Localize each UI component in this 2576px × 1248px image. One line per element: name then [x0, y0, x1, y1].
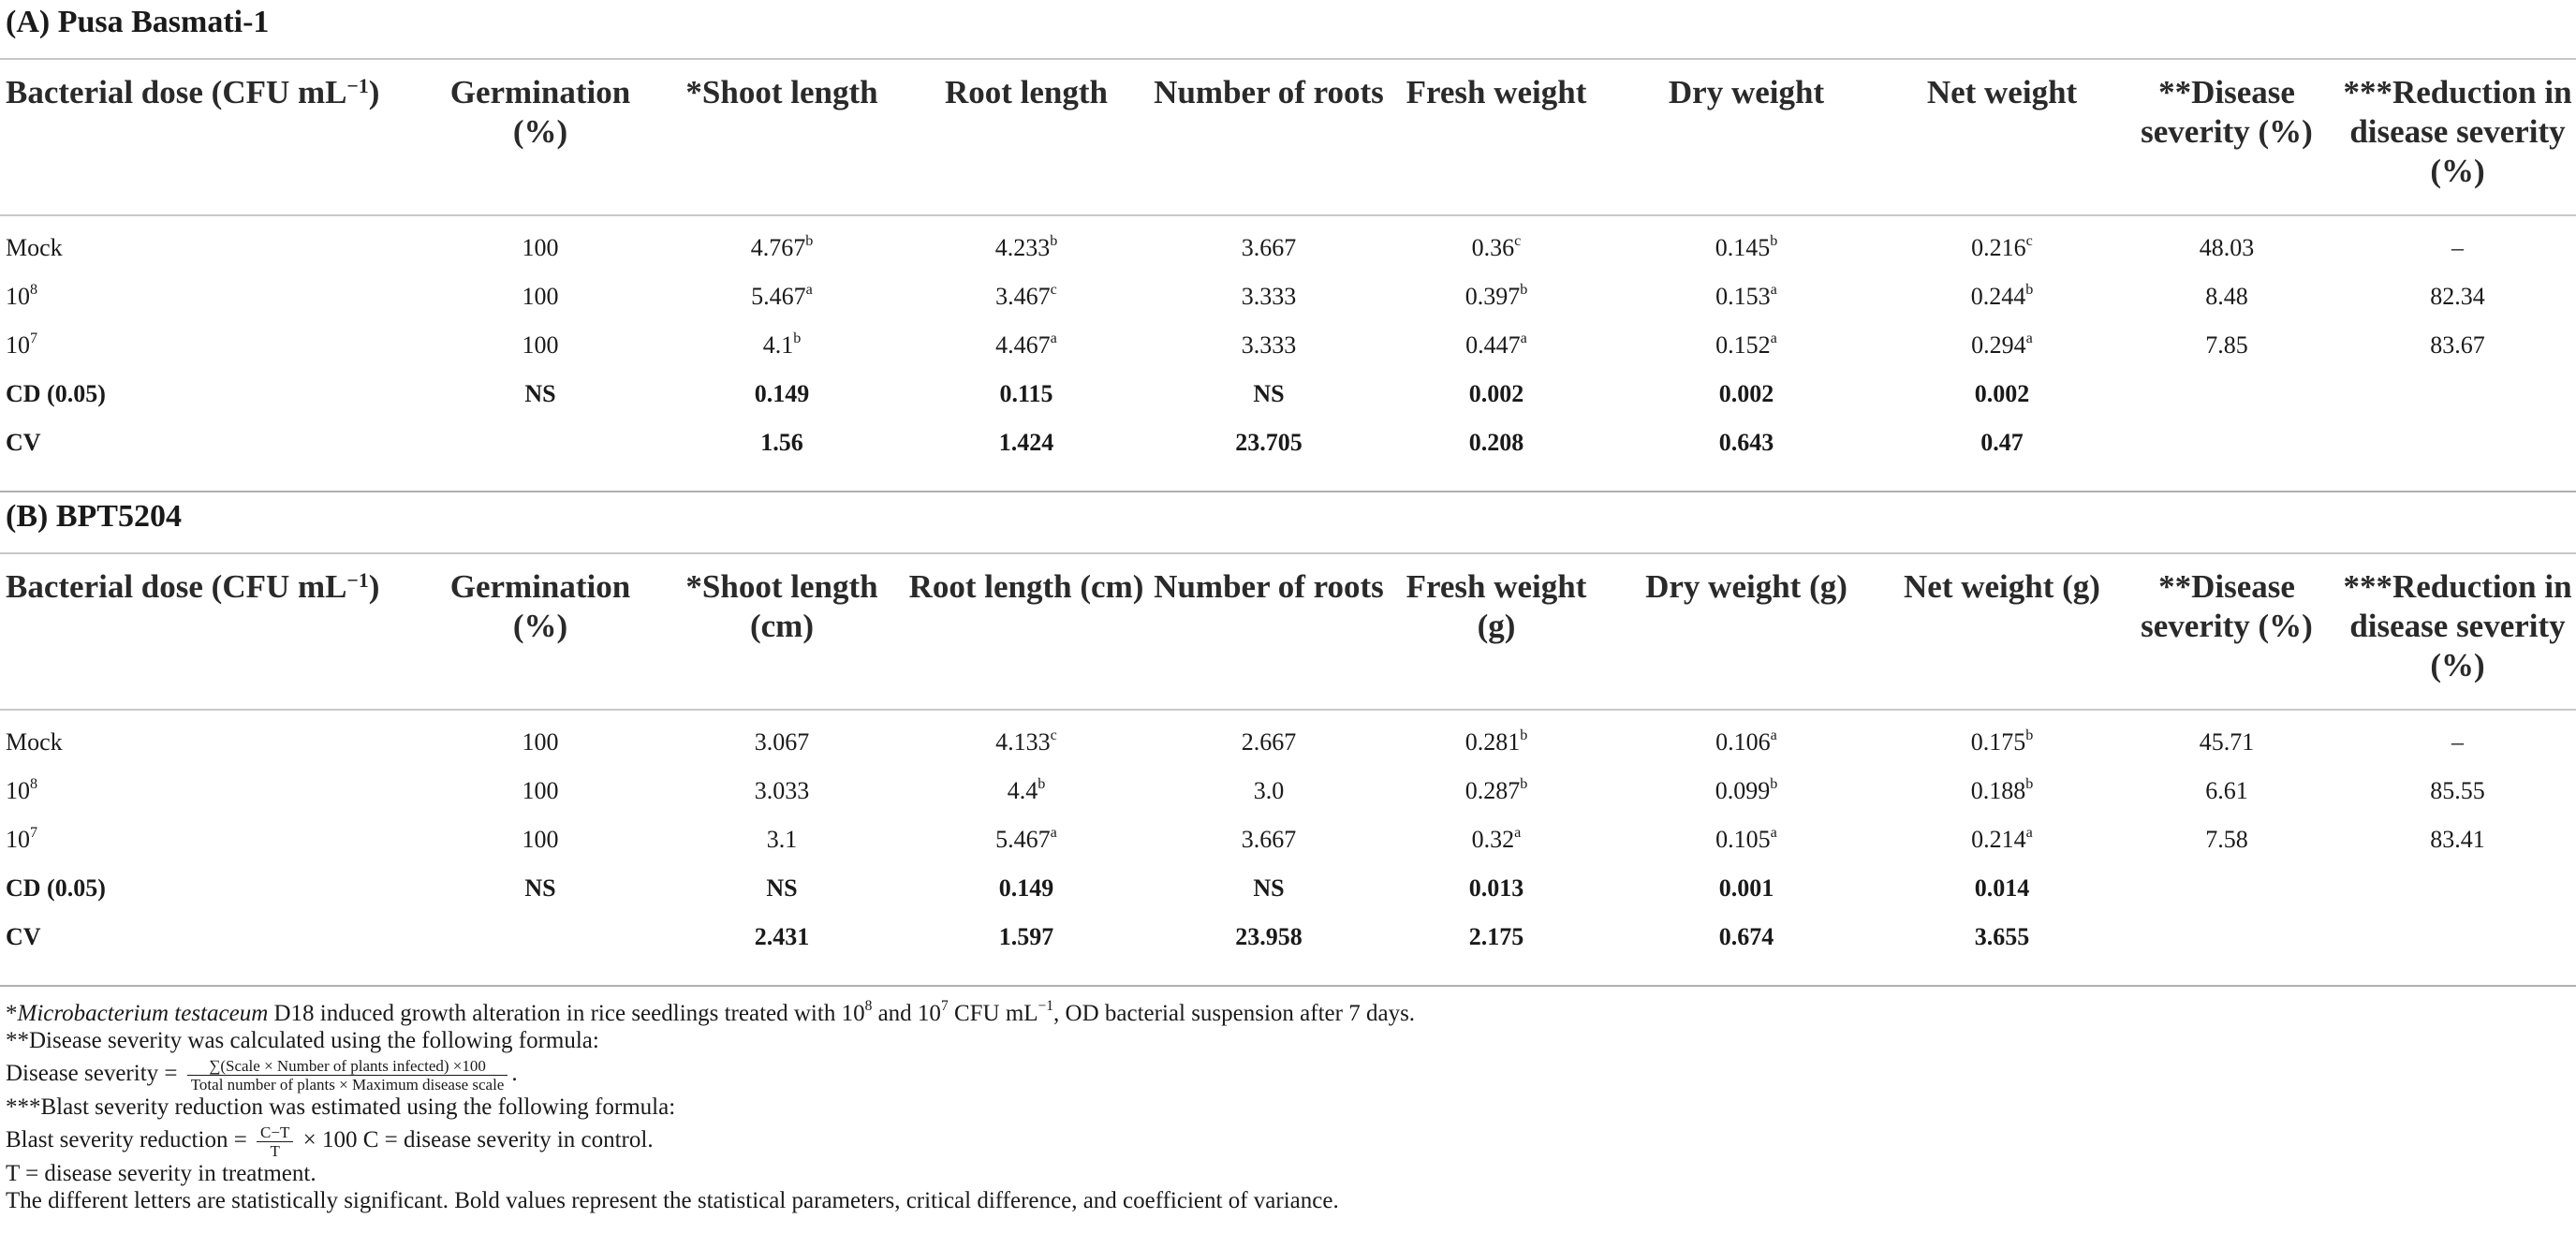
col-header-num-roots: Number of roots — [1154, 568, 1384, 605]
col-header-net: Net weight (g) — [1904, 568, 2100, 605]
col-header-shoot: *Shoot length (cm) — [685, 568, 878, 644]
col-header-net: Net weight — [1926, 74, 2078, 110]
table-row: $10^7$ 100 3.1 5.467$^a$ 3.667 0.32$^a$ 0.105$^a$ 0.214$^a$ 7.58 83.41 — [6, 824, 2485, 853]
header-row — [0, 554, 2576, 710]
header-row — [0, 60, 2576, 215]
col-header-fresh: Fresh weight (g) — [1406, 568, 1587, 644]
footnote-formula-blast: Blast severity reduction = $\frac{C-T}{T}$ × 100 C = disease severity in control. — [6, 1123, 654, 1160]
col-header-germination: Germination (%) — [449, 568, 631, 644]
table-row: Mock 100 3.067 4.133$^c$ 2.667 0.281$^b$ 0.106$^a$ 0.175$^b$ 45.71 – — [6, 727, 2464, 756]
col-header-reduction: ***Reduction in disease severity (%) — [2343, 74, 2572, 189]
table-row-cd: CD (0.05) NS 0.149 0.115 NS 0.002 0.002 0.002 — [6, 380, 2030, 407]
col-header-dry: Dry weight (g) — [1645, 568, 1847, 605]
footnote-2: **Disease severity was calculated using the following formula: — [6, 1028, 599, 1053]
section-title-b: (B) BPT5204 — [6, 499, 182, 534]
col-header-disease: **Disease severity (%) — [2141, 74, 2313, 150]
col-header-germination: Germination (%) — [449, 74, 631, 150]
table-bpt5204 — [0, 554, 2576, 962]
col-header-dose: Bacterial dose (CFU $mL^{-1}$) — [6, 568, 380, 605]
footnote-3: ***Blast severity reduction was estimated using the following formula: — [6, 1094, 676, 1120]
footnote-4: T = disease severity in treatment. — [6, 1161, 316, 1186]
col-header-shoot: *Shoot length — [685, 74, 878, 110]
col-header-dose: Bacterial dose (CFU $mL^{-1}$) — [6, 74, 380, 110]
table-row: $10^8$ 100 3.033 4.4$^b$ 3.0 0.287$^b$ 0.099$^b$ 0.188$^b$ 6.61 85.55 — [6, 775, 2485, 804]
col-header-num-roots: Number of roots — [1154, 74, 1384, 110]
footnotes — [6, 1000, 2534, 1214]
table-row: Mock 100 4.767$^b$ 4.233$^b$ 3.667 0.36$^c$ 0.145$^b$ 0.216$^c$ 48.03 – — [6, 232, 2464, 261]
table-row: $10^8$ 100 5.467$^a$ 3.467$^c$ 3.333 0.397$^b$ 0.153$^a$ 0.244$^b$ 8.48 82.34 — [6, 281, 2485, 310]
col-header-root: Root length (cm) — [908, 568, 1144, 605]
divider — [0, 491, 2576, 492]
section-title-a: (A) Pusa Basmati-1 — [6, 5, 270, 39]
col-header-dry: Dry weight — [1668, 74, 1825, 110]
table-row-cv: CV 1.56 1.424 23.705 0.208 0.643 0.47 — [6, 429, 2024, 456]
divider — [0, 985, 2576, 987]
footnote-1: *Microbacterium testaceum D18 induced growth alteration in rice seedlings treated with $10^8$ and $10^7$ CFU $mL^{-1}$, OD bacterial suspension after 7 days. — [6, 998, 1416, 1026]
col-header-reduction: ***Reduction in disease severity (%) — [2343, 568, 2572, 683]
table-row-cv: CV 2.431 1.597 23.958 2.175 0.674 3.655 — [6, 923, 2030, 950]
footnote-5: The different letters are statistically significant. Bold values represent the statistical parameters, critical difference, and coefficient of variance. — [6, 1188, 1339, 1213]
fraction: $\frac{C-T}{T}$ — [257, 1123, 293, 1160]
table-row-cd: CD (0.05) NS NS 0.149 NS 0.013 0.001 0.014 — [6, 874, 2030, 902]
col-header-fresh: Fresh weight — [1406, 74, 1587, 110]
fraction: $\frac{\text{∑(Scale × Number of plants infected) ×100}}{\text{Total number of plants × Maximum disease scale}}$ — [187, 1057, 508, 1094]
col-header-root: Root length — [944, 74, 1109, 110]
table-row: $10^7$ 100 4.1$^b$ 4.467$^a$ 3.333 0.447$^a$ 0.152$^a$ 0.294$^a$ 7.85 83.67 — [6, 330, 2485, 359]
table-pusa-basmati — [0, 60, 2576, 467]
footnote-formula-disease: Disease severity = $\frac{\text{∑(Scale × Number of plants infected) ×100}}{\text{Total number of plants × Maximum disease scale}}$ . — [6, 1056, 518, 1094]
col-header-disease: **Disease severity (%) — [2141, 568, 2313, 644]
